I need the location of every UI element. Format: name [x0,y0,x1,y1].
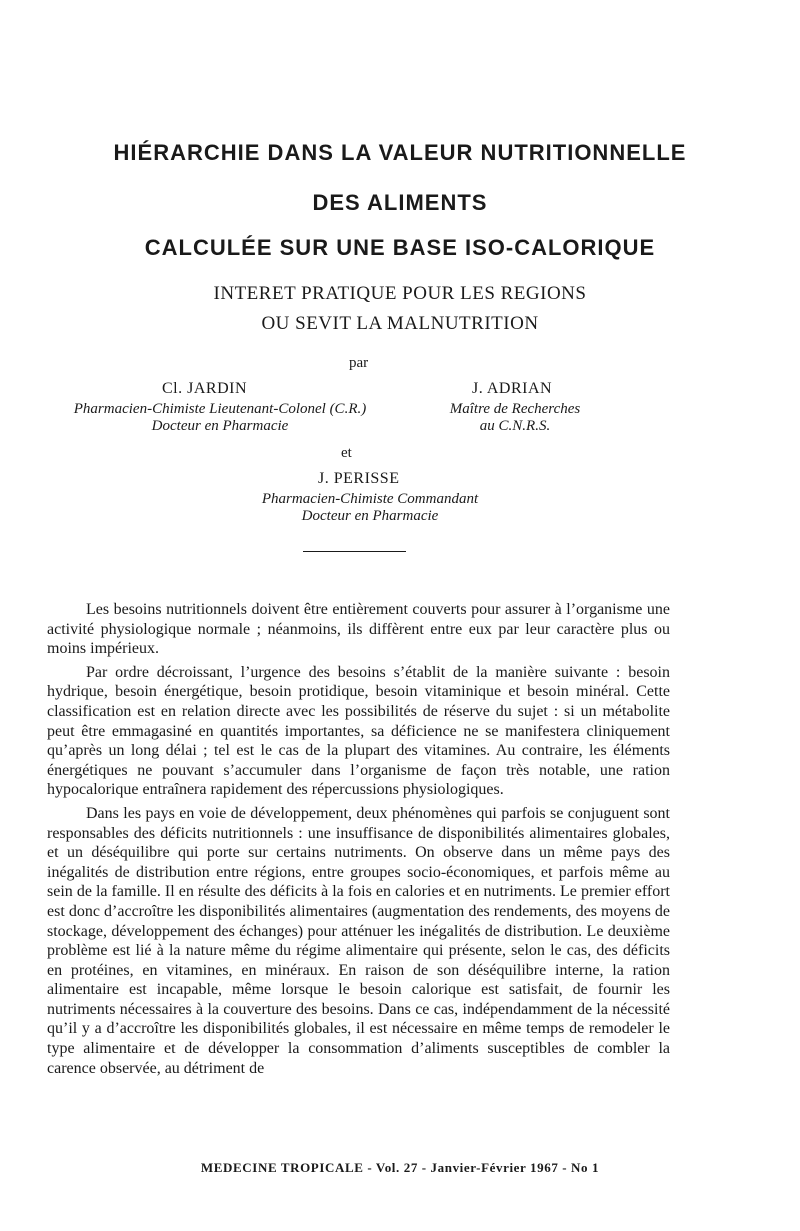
author-role-jardin [40,401,400,435]
subtitle-line-1: INTERET PRATIQUE POUR LES REGIONS [213,283,587,304]
author-role-adrian [400,401,630,435]
author-role-line: Docteur en Pharmacie [151,418,289,434]
paragraph: Dans les pays en voie de développement, deux phénomènes qui parfois se conjuguent sont responsables des déficits nutritionnels : une insuffisance de disponibilités alimentaires globales, et un déséquilibre qui porte sur certains nutriments. On observe dans un même pays des inégalités de distribution entre régions, entre groupes socio-économiques, et parfois même au sein de la famille. Il en résulte des déficits à la fois en calories et en nutriments. Le premier effort est donc d’accroître les disponibilités alimentaires (augmentation des rendements, des moyens de stockage, développement des échanges) pour atténuer les inégalités de distribution. Le deuxième problème est lié à la nature même du régime alimentaire qui présente, selon le cas, des déficits en protéines, en vitamines, en minéraux. En raison de son déséquilibre interne, la ration alimentaire est incapable, même lorsque le besoin calorique est satisfait, de fournir les nutriments nécessaires à la couverture des besoins. Dans ce cas, indépendamment de la nécessité qu’il y a d’accroître les disponibilités globales, il est nécessaire en même temps de remodeler le type alimentaire et de développer la consommation d’aliments susceptibles de combler la carence observée, au détriment de [47,804,670,1077]
byline-et: et [341,445,352,461]
author-role-line: Docteur en Pharmacie [301,508,439,524]
author-role-line: Maître de Recherches [449,401,581,417]
title-line-3: CALCULÉE SUR UNE BASE ISO-CALORIQUE [144,235,656,260]
author-role-perisse [220,491,520,525]
title-line-2: DES ALIMENTS [312,190,488,215]
paragraph: Par ordre décroissant, l’urgence des besoins s’établit de la manière suivante : besoin hydrique, besoin énergétique, besoin protidique, besoin vitaminique et besoin minéral. Cette classification est en relation directe avec les possibilités de réserve du sujet : si un métabolite peut être emmagasiné en quantités importantes, sa déficience ne se manifestera cliniquement qu’après un long délai ; tel est le cas de la plupart des vitamines. Au contraire, les éléments énergétiques ne pouvant s’accumuler dans l’organisme de façon très notable, une ration hypocalorique entraînera rapidement des répercussions physiologiques. [47,663,670,799]
title-line-1: HIÉRARCHIE DANS LA VALEUR NUTRITIONNELLE [113,140,687,165]
page-footer: MEDECINE TROPICALE - Vol. 27 - Janvier-Février 1967 - No 1 [200,1160,600,1175]
author-role-line: Pharmacien-Chimiste Commandant [261,491,479,507]
author-name-adrian: J. ADRIAN [472,380,553,397]
separator-rule [303,551,406,552]
subtitle-line-2: OU SEVIT LA MALNUTRITION [261,313,539,334]
article-body [47,600,670,1082]
author-role-line: au C.N.R.S. [479,418,551,434]
author-name-perisse: J. PERISSE [318,470,400,487]
byline-par: par [349,355,369,371]
paragraph: Les besoins nutritionnels doivent être entièrement couverts pour assurer à l’organisme une activité physiologique normale ; néanmoins, ils diffèrent entre eux par leur caractère plus ou moins impérieux. [47,601,670,658]
author-role-line: Pharmacien-Chimiste Lieutenant-Colonel (C.R.) [73,401,367,417]
author-name-jardin: Cl. JARDIN [162,380,248,397]
